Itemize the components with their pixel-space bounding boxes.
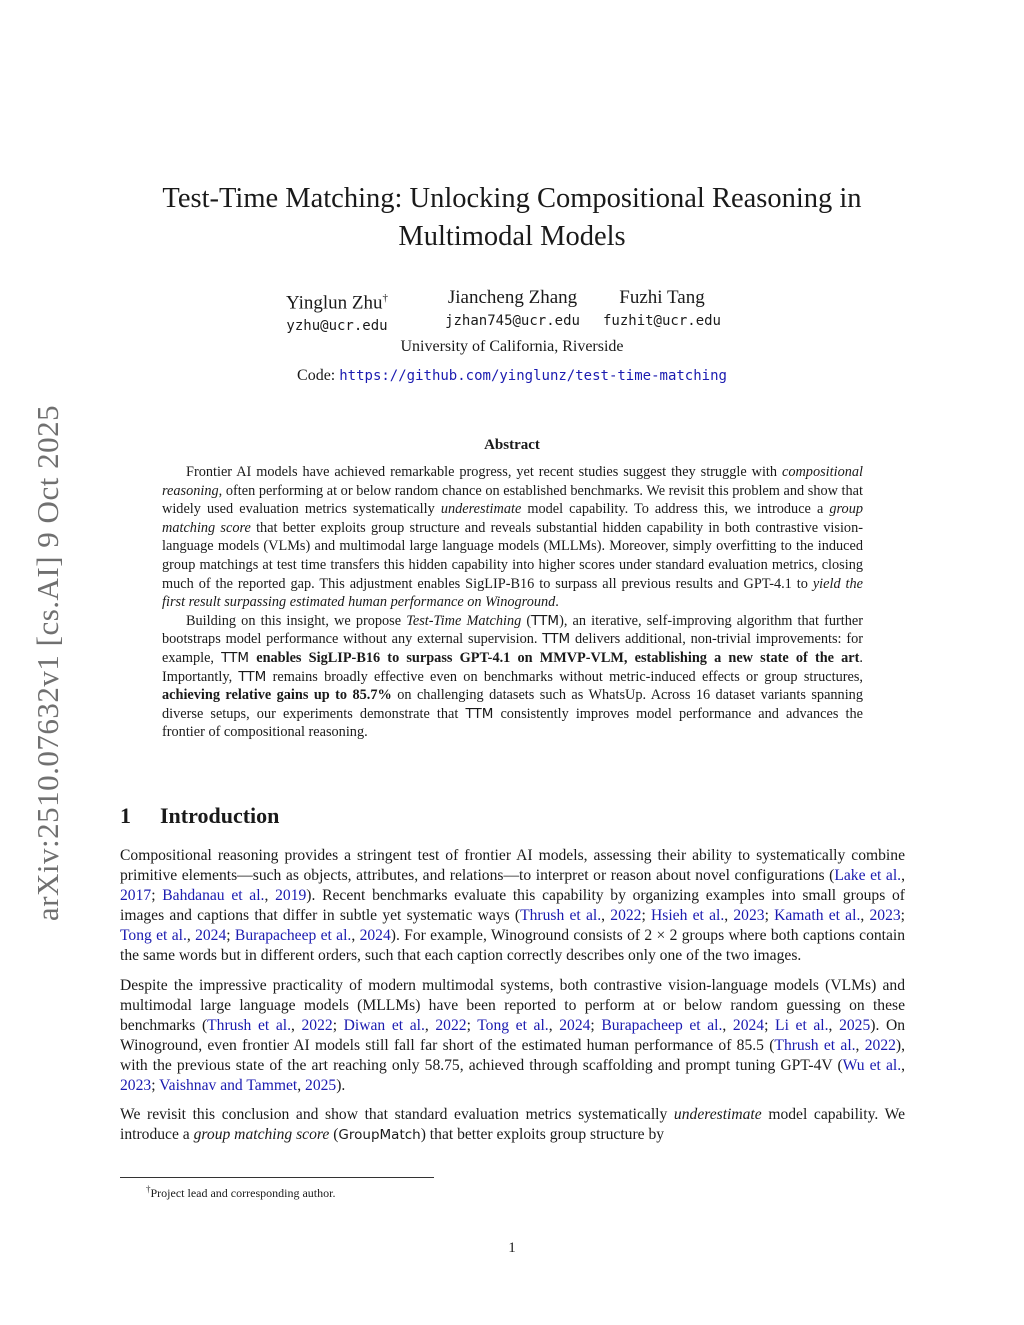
- code-line: [100, 365, 924, 387]
- text-run: Despite the impressive practicality of modern multimodal systems, both contrastive vision-language models (VLMs) and multimodal large language models (MLLMs) have been reported to perform at or below random guessing on these benchmarks (: [120, 976, 905, 1034]
- text-run: ,: [548, 1016, 560, 1034]
- footnote-text: Project lead and corresponding author.: [150, 1186, 336, 1200]
- section-number: 1: [120, 803, 131, 828]
- author-3: [592, 286, 732, 332]
- text-run: ,: [351, 927, 360, 945]
- ttm-acronym: TTM: [531, 612, 560, 629]
- citation-link[interactable]: Burapacheep et al.: [601, 1016, 723, 1034]
- citation-link[interactable]: Li et al.: [775, 1016, 829, 1034]
- text-run-italic: group matching score: [162, 501, 863, 536]
- text-run: We revisit this conclusion and show that standard evaluation metrics systematically: [120, 1106, 674, 1124]
- body-paragraph-2: [120, 976, 905, 1097]
- text-run: ,: [901, 1056, 905, 1074]
- text-run: ;: [466, 1016, 478, 1034]
- text-run: ,: [601, 907, 611, 925]
- citation-link[interactable]: Tong et al.: [477, 1016, 549, 1034]
- footnote: [146, 1181, 335, 1201]
- text-run: ), an iterative, self-improving algorithm that further bootstraps model performance without any external supervision.: [162, 612, 863, 648]
- text-run: ;: [900, 907, 905, 925]
- text-run: ) that better exploits group structure by: [420, 1126, 665, 1144]
- text-run: ;: [590, 1016, 602, 1034]
- citation-link[interactable]: Kamath et al.: [774, 907, 861, 925]
- text-run: ;: [151, 1077, 160, 1095]
- citation-link[interactable]: 2019: [275, 887, 307, 905]
- text-run-bold: achieving relative gains up to 85.7%: [162, 687, 392, 704]
- citation-link[interactable]: Hsieh et al.: [651, 907, 725, 925]
- abstract-paragraph-1: [162, 463, 863, 612]
- text-run: , often performing at or below random chance on established benchmarks. We revisit this problem and show that widely used evaluation metrics systematically: [162, 482, 863, 518]
- author-2: [425, 286, 600, 332]
- citation-link[interactable]: 2023: [869, 907, 901, 925]
- affiliation: University of California, Riverside: [400, 338, 624, 355]
- citation-link[interactable]: Thrush et al.: [520, 907, 602, 925]
- text-run: (: [521, 612, 532, 629]
- citation-link[interactable]: 2025: [839, 1016, 871, 1034]
- body-paragraph-3: [120, 1105, 905, 1145]
- text-run: ). On Winoground, even frontier AI models still fall far short of the estimated human performance of 85.5 (: [120, 1016, 906, 1054]
- text-run-italic: Test-Time Matching: [406, 612, 522, 629]
- text-run: groups where both captions contain the same words but in different orders, such that each caption correctly describes only one of the two images.: [120, 927, 906, 965]
- text-run: that better exploits group structure and reveals substantial hidden capability in both contrastive vision-language models (VLMs) and multimodal large language models (MLLMs). Moreover, simply overfitting to the induced group matchings at test time transfers this hidden capability into higher scores under standard evaluation metrics, closing much of the reported gap. This adjustment enables SigLIP-B16 to surpass all previous results and GPT-4.1 to: [162, 519, 863, 592]
- abstract-paragraph-2: [162, 612, 863, 742]
- body-paragraph-1: [120, 846, 905, 967]
- text-run: ,: [724, 907, 734, 925]
- text-run: delivers additional, non-trivial improvements: for example,: [162, 631, 864, 666]
- text-run-italic: yield the first result surpassing estimated human performance on Winoground: [162, 575, 863, 611]
- text-run: ,: [186, 927, 196, 945]
- citation-link[interactable]: 2022: [610, 907, 642, 925]
- text-run-bold: enables SigLIP-B16 to surpass GPT-4.1 on MMVP-VLM, establishing a new state of the art: [249, 649, 860, 666]
- title-line-1: Test-Time Matching: Unlocking Compositional Reasoning in: [162, 183, 862, 214]
- code-label: Code:: [297, 367, 336, 384]
- text-run: ,: [860, 907, 870, 925]
- citation-link[interactable]: 2023: [120, 1077, 152, 1095]
- ttm-acronym: TTM: [238, 668, 267, 685]
- citation-link[interactable]: Thrush et al.: [207, 1016, 291, 1034]
- text-run: .: [555, 594, 559, 611]
- citation-link[interactable]: 2024: [732, 1016, 765, 1034]
- abstract-heading: Abstract: [484, 437, 540, 453]
- citation-link[interactable]: 2022: [301, 1016, 333, 1034]
- author-1: [262, 286, 412, 337]
- citation-link[interactable]: Bahdanau et al.: [162, 887, 265, 905]
- citation-link[interactable]: 2024: [359, 927, 391, 945]
- text-run: ,: [722, 1016, 733, 1034]
- text-run: ,: [290, 1016, 302, 1034]
- author-email[interactable]: yzhu@ucr.edu: [286, 318, 388, 335]
- text-run: Frontier AI models have achieved remarkable progress, yet recent studies suggest they struggle with: [186, 464, 782, 480]
- author-email[interactable]: fuzhit@ucr.edu: [602, 313, 721, 329]
- math-expression: 2 × 2: [644, 927, 678, 945]
- abstract-body: [162, 463, 863, 742]
- author-name: Fuzhi Tang: [619, 287, 705, 308]
- citation-link[interactable]: Vaishnav and Tammet: [159, 1077, 298, 1095]
- text-run: ,: [297, 1077, 306, 1095]
- author-name: Jiancheng Zhang: [447, 287, 578, 308]
- author-email[interactable]: jzhan745@ucr.edu: [445, 313, 580, 329]
- text-run: ), with the previous state of the art reaching only 58.75, achieved through scaffolding and prompt tuning GPT-4V (: [120, 1036, 905, 1074]
- text-run: ;: [764, 1016, 776, 1034]
- text-run: . Importantly,: [162, 649, 863, 685]
- text-run: model capability. We introduce a: [120, 1106, 905, 1144]
- ttm-acronym: TTM: [465, 705, 494, 722]
- citation-link[interactable]: Burapacheep et al.: [234, 927, 352, 945]
- citation-link[interactable]: 2024: [195, 927, 227, 945]
- text-run: ,: [828, 1016, 840, 1034]
- section-heading: [120, 803, 279, 829]
- footnote-dagger: †: [146, 1184, 151, 1194]
- citation-link[interactable]: Diwan et al.: [343, 1016, 425, 1034]
- text-run: ;: [641, 907, 652, 925]
- page-number: 1: [508, 1240, 516, 1256]
- text-run-italic: underestimate: [440, 501, 522, 518]
- text-run-italic: compositional reasoning: [162, 464, 863, 499]
- author-name: Yinglun Zhu: [285, 292, 383, 314]
- intro-body: [120, 846, 905, 1154]
- section-title: Introduction: [160, 803, 280, 828]
- citation-link[interactable]: 2023: [733, 907, 765, 925]
- text-run: ,: [264, 887, 276, 905]
- text-run: ,: [424, 1016, 436, 1034]
- text-run: Building on this insight, we propose: [186, 612, 407, 629]
- code-url-link[interactable]: https://github.com/yinglunz/test-time-matching: [339, 368, 727, 384]
- title-line-2: Multimodal Models: [398, 221, 626, 252]
- citation-link[interactable]: 2022: [435, 1016, 467, 1034]
- text-run: model capability. To address this, we introduce a: [521, 501, 830, 518]
- text-run: ;: [226, 927, 235, 945]
- text-run: ).: [336, 1077, 346, 1095]
- citation-link[interactable]: 2024: [559, 1016, 591, 1034]
- arxiv-sidebar-stamp: arXiv:2510.07632v1 [cs.AI] 9 Oct 2025: [30, 404, 65, 922]
- text-run: remains broadly effective even on benchmarks without metric-induced effects or group structures,: [266, 668, 864, 685]
- citation-link[interactable]: 2022: [864, 1036, 896, 1054]
- text-run: ). For example, Winoground consists of: [390, 927, 645, 945]
- citation-link[interactable]: Wu et al.: [842, 1056, 902, 1074]
- ttm-acronym: TTM: [542, 631, 571, 648]
- text-run: ;: [764, 907, 775, 925]
- text-run: on challenging datasets such as WhatsUp. Across 16 dataset variants spanning diverse setups, our experiments demonstrate that: [162, 687, 863, 722]
- paper-title: [100, 180, 924, 256]
- citation-link[interactable]: Thrush et al.: [774, 1036, 856, 1054]
- text-run: ,: [901, 867, 905, 885]
- citation-link[interactable]: 2017: [120, 887, 152, 905]
- text-run: consistently improves model performance and advances the frontier of compositional reasoning.: [162, 705, 863, 741]
- citation-link[interactable]: Lake et al.: [834, 867, 902, 885]
- groupmatch-acronym: GroupMatch: [338, 1127, 421, 1144]
- text-run: ;: [332, 1016, 344, 1034]
- text-run: Compositional reasoning provides a stringent test of frontier AI models, assessing their ability to systematically combine primitive elements—such as objects, attributes, and relations—to interpret or reason about novel configurations (: [120, 847, 905, 885]
- ttm-acronym: TTM: [221, 649, 250, 666]
- citation-link[interactable]: 2025: [305, 1077, 337, 1095]
- citation-link[interactable]: Tong et al.: [120, 927, 187, 945]
- text-run-italic: underestimate: [673, 1106, 762, 1124]
- text-run: ,: [855, 1036, 865, 1054]
- text-run: ;: [151, 887, 163, 905]
- author-dagger: †: [382, 292, 389, 304]
- text-run: ). Recent benchmarks evaluate this capability by organizing examples into small groups of images and captions that differ in subtle yet systematic ways (: [120, 887, 906, 925]
- footnote-rule: [120, 1177, 434, 1178]
- text-run-italic: group matching score: [193, 1126, 330, 1144]
- text-run: (: [329, 1126, 339, 1144]
